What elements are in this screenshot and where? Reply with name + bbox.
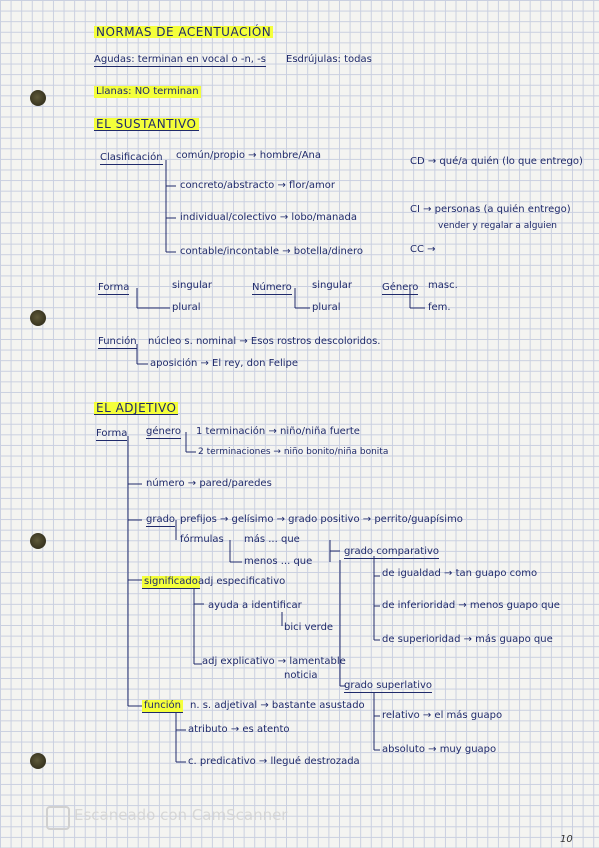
superlativo-item: absoluto → muy guapo (382, 744, 497, 755)
clasificacion-item: individual/colectivo → lobo/manada (180, 212, 357, 223)
ejemplo-bici: bici verde (284, 622, 334, 633)
note-cc: CC → (410, 244, 436, 255)
page-title: NORMAS DE ACENTUACIÓN (96, 25, 272, 39)
funcion-adj-item: c. predicativo → llegué destrozada (188, 756, 360, 767)
comparativo-item: de igualdad → tan guapo como (382, 568, 538, 579)
label-genero-adj: género (146, 426, 181, 437)
numero-adj: número → pared/paredes (146, 478, 272, 489)
grado-superlativo: grado superlativo (344, 680, 433, 691)
label-genero: Género (382, 282, 419, 293)
note-cd: CD → qué/a quién (lo que entrego) (410, 156, 583, 167)
clasificacion-item: común/propio → hombre/Ana (176, 150, 322, 161)
forma-item: singular (172, 280, 213, 291)
label-forma: Forma (98, 282, 130, 293)
adj-especificativo: adj especificativo (198, 576, 286, 587)
rule-llanas: Llanas: NO terminan (96, 86, 199, 97)
forma-item: plural (172, 302, 201, 313)
ayuda-identificar: ayuda a identificar (208, 600, 302, 611)
label-grado: grado (146, 514, 176, 525)
clasificacion-item: contable/incontable → botella/dinero (180, 246, 364, 257)
label-numero: Número (252, 282, 292, 293)
rule-esdrujulas: Esdrújulas: todas (286, 54, 372, 65)
funcion-item: núcleo s. nominal → Esos rostros descoloridos. (148, 336, 381, 347)
section-heading-sustantivo: EL SUSTANTIVO (96, 117, 197, 131)
genero-adj-item: 1 terminación → niño/niña fuerte (196, 426, 360, 437)
label-funcion-adj: función (144, 700, 181, 711)
numero-item: plural (312, 302, 341, 313)
funcion-adj-item: atributo → es atento (188, 724, 290, 735)
superlativo-item: relativo → el más guapo (382, 710, 503, 721)
note-ci: CI → personas (a quién entrego) (410, 204, 571, 215)
label-significado: significado (144, 576, 198, 587)
grado-formulas: fórmulas (180, 534, 224, 545)
funcion-adj-item: n. s. adjetival → bastante asustado (190, 700, 365, 711)
page-number: 10 (560, 834, 573, 845)
note-ci-detail: vender y regalar a alguien (438, 221, 557, 231)
scanner-watermark: Escaneado con CamScanner (74, 806, 288, 824)
genero-item: masc. (428, 280, 458, 291)
formula-mas: más ... que (244, 534, 300, 545)
genero-adj-item: 2 terminaciones → niño bonito/niña bonita (198, 447, 389, 457)
grado-comparativo: grado comparativo (344, 546, 440, 557)
rule-agudas: Agudas: terminan en vocal o -n, -s (94, 54, 266, 65)
comparativo-item: de inferioridad → menos guapo que (382, 600, 560, 611)
ejemplo-noticia: noticia (284, 670, 318, 681)
adj-explicativo: adj explicativo → lamentable (202, 656, 346, 667)
section-heading-adjetivo: EL ADJETIVO (96, 401, 177, 415)
label-funcion: Función (98, 336, 137, 347)
comparativo-item: de superioridad → más guapo que (382, 634, 553, 645)
label-forma-adj: Forma (96, 428, 128, 439)
numero-item: singular (312, 280, 353, 291)
clasificacion-item: concreto/abstracto → flor/amor (180, 180, 336, 191)
funcion-item: aposición → El rey, don Felipe (150, 358, 299, 369)
genero-item: fem. (428, 302, 451, 313)
formula-menos: menos ... que (244, 556, 313, 567)
grado-prefijos: prefijos → gelísimo → grado positivo → perrito/guapísimo (180, 514, 463, 525)
label-clasificacion: Clasificación (100, 152, 163, 163)
camscanner-logo-icon (46, 806, 70, 830)
